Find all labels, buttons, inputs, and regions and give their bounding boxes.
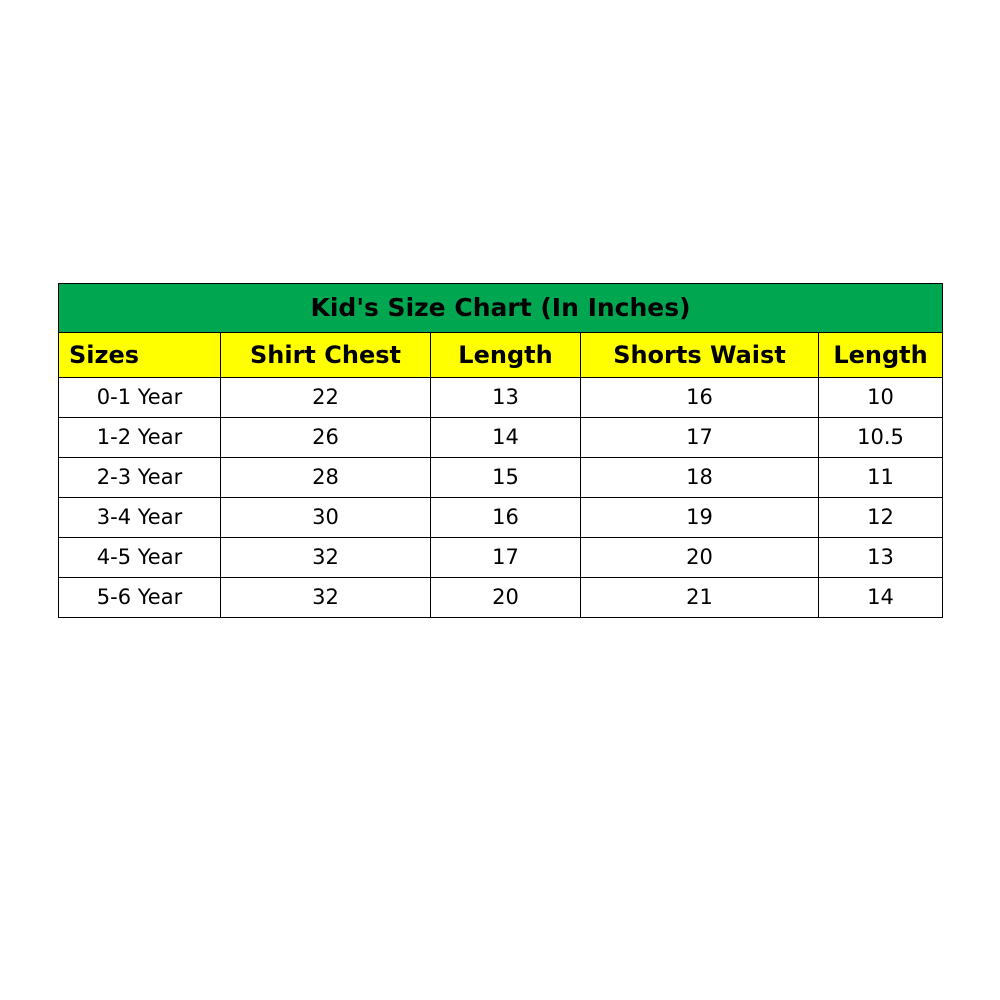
cell-shorts-waist: 19 [581,498,819,538]
size-chart-container [58,283,942,621]
column-header-shirt-length: Length [431,333,581,378]
size-chart-table [58,283,943,618]
cell-shorts-waist: 20 [581,538,819,578]
cell-shirt-chest: 32 [221,538,431,578]
table-title-row [59,284,943,333]
cell-shorts-waist: 21 [581,578,819,618]
cell-shirt-length: 20 [431,578,581,618]
table-header-row [59,333,943,378]
cell-shirt-chest: 28 [221,458,431,498]
column-header-shorts-length: Length [819,333,943,378]
column-header-shorts-waist: Shorts Waist [581,333,819,378]
table-row [59,498,943,538]
cell-size: 0-1 Year [59,378,221,418]
table-row [59,578,943,618]
table-row [59,538,943,578]
cell-size: 1-2 Year [59,418,221,458]
column-header-shirt-chest: Shirt Chest [221,333,431,378]
cell-shirt-length: 13 [431,378,581,418]
cell-shorts-length: 11 [819,458,943,498]
cell-shirt-length: 16 [431,498,581,538]
chart-title: Kid's Size Chart (In Inches) [59,284,943,333]
cell-shirt-chest: 30 [221,498,431,538]
table-row [59,418,943,458]
cell-shorts-length: 10.5 [819,418,943,458]
cell-shorts-waist: 17 [581,418,819,458]
cell-shirt-chest: 26 [221,418,431,458]
column-header-sizes: Sizes [59,333,221,378]
table-row [59,378,943,418]
cell-size: 5-6 Year [59,578,221,618]
cell-shirt-chest: 22 [221,378,431,418]
cell-shorts-length: 13 [819,538,943,578]
cell-shorts-waist: 16 [581,378,819,418]
cell-size: 2-3 Year [59,458,221,498]
cell-shirt-length: 15 [431,458,581,498]
cell-shirt-length: 14 [431,418,581,458]
table-row [59,458,943,498]
cell-shorts-length: 10 [819,378,943,418]
cell-shorts-waist: 18 [581,458,819,498]
cell-shirt-chest: 32 [221,578,431,618]
cell-shorts-length: 14 [819,578,943,618]
cell-size: 3-4 Year [59,498,221,538]
cell-shirt-length: 17 [431,538,581,578]
cell-size: 4-5 Year [59,538,221,578]
cell-shorts-length: 12 [819,498,943,538]
